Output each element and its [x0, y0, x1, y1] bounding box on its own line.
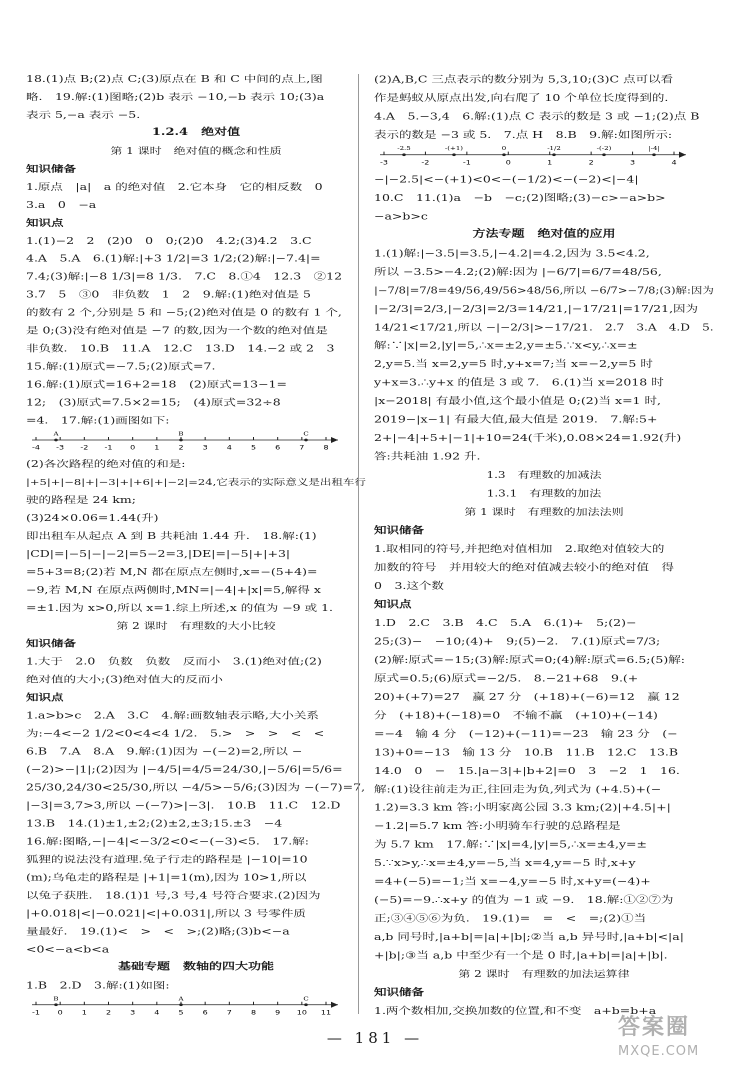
number-line-point — [179, 439, 183, 442]
text-line: |−2/3|=2/3,|−2/3|=2/3=14/21,|−17/21|=17/21,因为 — [374, 302, 699, 315]
section-heading: 知识储备 — [374, 524, 425, 536]
text-line: <0<−a<b<a — [26, 943, 110, 955]
text-line: 1.大于 2.0 负数 负数 反而小 3.(1)绝对值;(2) — [26, 655, 322, 667]
text-line: 1.(1)解:|−3.5|=3.5,|−4.2|=4.2,因为 3.5<4.2, — [374, 247, 650, 259]
lesson-title: 第 2 课时 有理数的大小比较 — [116, 620, 276, 632]
text-line: −9,若 M,N 在原点两侧时,MN=|−4|+|x|=5,解得 x — [26, 583, 321, 596]
text-line: 18.(1)点 B;(2)点 C;(3)原点在 B 和 C 中间的点上,图 — [26, 72, 323, 85]
text-line: =±1.因为 x>0,所以 x=1.综上所述,x 的值为 −9 或 1. — [26, 601, 333, 614]
number-line-point-label: -2.5 — [397, 145, 411, 152]
lesson-title: 第 1 课时 绝对值的概念和性质 — [110, 145, 282, 157]
text-line: (m);乌龟走的路程是 |+1|=1(m),因为 10>1,所以 — [26, 871, 307, 883]
text-line: |x−2018| 有最小值,这个最小值是 0;(2)当 x=1 时, — [374, 394, 661, 407]
number-line-point-label: B — [178, 431, 184, 438]
number-line-tick-label: 2 — [588, 158, 594, 167]
text-line: 14/21<17/21,所以 −|−2/3|>−17/21. 2.7 3.A 4.D 5. — [374, 321, 714, 333]
number-line-tick-label: 4 — [226, 443, 232, 452]
text-line: y+x=3.∴y+x 的值是 3 或 7. 6.(1)当 x=2018 时 — [374, 376, 664, 389]
text-line: 加数的符号 并用较大的绝对值减去较小的绝对值 得 — [374, 561, 675, 573]
text-line: a,b 同号时,|a+b|=|a|+|b|;②当 a,b 异号时,|a+b|<|a| — [374, 930, 684, 943]
text-line: 2+|−4|+5+|−1|+10=24(千米),0.08×24=1.92(升) — [374, 431, 682, 444]
text-line: =4. 17.解:(1)画图如下: — [26, 414, 170, 426]
watermark-logo — [618, 1016, 738, 1076]
text-line: 25/30,24/30<25/30,所以 −4/5>−5/6;(3)因为 −(−7)=7, — [26, 781, 366, 793]
text-line: 2,y=5.当 x=2,y=5 时,y+x=7;当 x=−2,y=5 时 — [374, 357, 653, 370]
lesson-title: 1.3 有理数的加减法 — [486, 469, 602, 481]
text-line: 4.A 5.−3,4 6.解:(1)点 C 表示的数是 3 或 −1;(2)点 B — [374, 110, 700, 122]
number-line-tick-label: 6 — [275, 443, 281, 452]
text-line: (−2)>−|1|;(2)因为 |−4/5|=4/5=24/30,|−5/6|=5/6= — [26, 763, 343, 775]
text-line: |+0.018|<|−0.021|<|+0.031|,所以 3 号零件质 — [26, 907, 306, 919]
number-line-arrow-icon — [331, 1002, 338, 1008]
watermark-top: 答案圈 — [618, 1015, 691, 1040]
text-line: (2)A,B,C 三点表示的数分别为 5,3,10;(3)C 点可以看 — [374, 73, 674, 85]
number-line-tick-label: 5 — [178, 1008, 184, 1017]
number-line-tick-label: 1 — [154, 443, 160, 452]
text-line: 10.C 11.(1)a −b −c;(2)图略;(3)−c>−a>b> — [374, 191, 666, 204]
section-heading: 知识点 — [26, 216, 64, 229]
text-line: 1.B 2.D 3.解:(1)如图: — [26, 979, 170, 991]
number-line-point — [54, 439, 58, 442]
text-line: 1.D 2.C 3.B 4.C 5.A 6.(1)+ 5;(2)− — [374, 616, 637, 629]
number-line-tick-label: 5 — [250, 443, 257, 452]
number-line-point — [602, 153, 606, 156]
text-line: +|b|;③当 a,b 中至少有一个是 0 时,|a+b|=|a|+|b|. — [374, 949, 668, 961]
number-line-tick-label: 1 — [81, 1008, 87, 1017]
text-line: 3.7 5 ③0 非负数 1 2 9.解:(1)绝对值是 5 — [26, 288, 311, 300]
number-line-tick-label: 4 — [154, 1008, 160, 1017]
number-line-point — [502, 153, 506, 156]
text-line: 正;③④⑤⑥为负. 19.(1)= = < =;(2)①当 — [374, 912, 647, 924]
number-line-point-label: -(+1) — [444, 145, 464, 152]
text-line: 以兔子获胜. 18.(1)1 号,3 号,4 号符合要求.(2)因为 — [26, 889, 321, 901]
section-heading: 知识储备 — [26, 162, 77, 175]
text-line: 量最好. 19.(1)< > < >;(2)略;(3)b<−a — [26, 925, 290, 937]
number-line — [26, 430, 366, 455]
text-line: (2)解:原式=−15;(3)解:原式=0;(4)解:原式=6.5;(5)解: — [374, 653, 685, 666]
text-line: 1.取相同的符号,并把绝对值相加 2.取绝对值较大的 — [374, 542, 665, 555]
lesson-title: 第 2 课时 有理数的加法运算律 — [458, 968, 630, 980]
number-line-tick-label: -3 — [56, 443, 65, 452]
text-line: 为:−4<−2 1/2<0<4<4 1/2. 5.> > > < < — [26, 727, 325, 739]
text-line: 表示 5,−a 表示 −5. — [26, 108, 141, 121]
section-heading: 知识点 — [26, 691, 64, 703]
number-line-tick-label: 10 — [296, 1008, 307, 1017]
text-line: (3)24×0.06=1.44(升) — [26, 511, 159, 524]
number-line-point — [304, 1003, 308, 1006]
number-line-arrow-icon — [331, 437, 338, 443]
text-line: 解:∵|x|=2,|y|=5,∴x=±2,y=±5.∵x<y,∴x=± — [374, 339, 638, 352]
number-line-tick-label: 9 — [275, 1008, 281, 1017]
number-line-tick-label: 4 — [671, 158, 677, 167]
section-heading: 知识点 — [374, 598, 412, 610]
number-line-point-label: C — [303, 431, 309, 438]
text-line: 13)+0=−13 输 13 分 10.B 11.B 12.C 13.B — [374, 746, 679, 758]
text-line: 2019−|x−1| 有最大值,最大值是 2019. 7.解:5+ — [374, 413, 658, 425]
text-line: 1.a>b>c 2.A 3.C 4.解:画数轴表示略,大小关系 — [26, 709, 319, 721]
text-line: 0 3.这个数 — [374, 579, 444, 592]
text-line: =4+(−5)=−1;当 x=−4,y=−5 时,x+y=(−4)+ — [374, 875, 651, 887]
number-line-point — [652, 153, 656, 156]
number-line-point-label: |-4| — [648, 145, 660, 152]
number-line-point-label: A — [178, 996, 184, 1002]
text-line: 20)+(+7)=27 赢 27 分 (+18)+(−6)=12 赢 12 — [374, 690, 680, 703]
number-line-tick-label: -2 — [80, 443, 89, 452]
text-line: −a>b>c — [374, 210, 428, 222]
text-line: 绝对值的大小;(3)绝对值大的反而小 — [26, 673, 223, 685]
text-line: 6.B 7.A 8.A 9.解:(1)因为 −(−2)=2,所以 − — [26, 745, 303, 757]
text-line: 的数有 2 个,分别是 5 和 −5;(2)绝对值是 0 的数有 1 个, — [26, 306, 342, 318]
number-line-tick-label: 3 — [202, 443, 208, 452]
section-title: 方法专题 绝对值的应用 — [472, 228, 616, 241]
number-line-tick-label: 7 — [226, 1008, 232, 1017]
number-line-tick-label: 7 — [299, 443, 305, 452]
text-line: 4.A 5.A 6.(1)解:|+3 1/2|=3 1/2;(2)解:|−7.4|= — [26, 252, 321, 264]
text-line: 15.解:(1)原式=−7.5;(2)原式=7. — [26, 360, 216, 372]
text-line: 14.0 0 − 15.|a−3|+|b+2|=0 3 −2 1 16. — [374, 764, 680, 777]
number-line-tick-label: 0 — [130, 443, 136, 452]
section-title: 1.2.4 绝对值 — [151, 126, 241, 139]
number-line-tick-label: -4 — [32, 443, 40, 452]
text-line: 7.4;(3)解:|−8 1/3|=8 1/3. 7.C 8.①4 12.3 ②12 — [26, 270, 343, 282]
watermark-bottom: MXQE.COM — [618, 1044, 700, 1059]
text-line: 解:(1)设往前走为正,往回走为负,列式为 (+4.5)+(− — [374, 783, 662, 795]
text-line: 1.原点 |a| a 的绝对值 2.它本身 它的相反数 0 — [26, 180, 323, 193]
lesson-title: 第 1 课时 有理数的加法法则 — [464, 506, 624, 518]
text-line: 非负数. 10.B 11.A 12.C 13.D 14.−2 或 2 3 — [26, 342, 335, 354]
text-line: 为 5.7 km 17.解:∵|x|=4,|y|=5,∴x=±4,y=± — [374, 838, 647, 851]
lesson-title: 1.3.1 有理数的加法 — [486, 488, 602, 499]
number-line-tick-label: 3 — [630, 158, 636, 167]
text-line: 驶的路程是 24 km; — [26, 493, 136, 506]
number-line-tick-label: 3 — [130, 1008, 136, 1017]
number-line-point — [452, 153, 456, 156]
text-line: 16.解:(1)原式=16+2=18 (2)原式=13−1= — [26, 378, 287, 390]
text-line: =5+3=8;(2)若 M,N 都在原点左侧时,x=−(5+4)= — [26, 565, 318, 578]
text-line: 1.2)=3.3 km 答:小明家离公园 3.3 km;(2)|+4.5|+| — [374, 801, 671, 814]
right-column — [374, 70, 714, 1020]
text-line: 略. 19.解:(1)图略;(2)b 表示 −10,−b 表示 10;(3)a — [26, 90, 325, 103]
text-line: 1.(1)−2 2 (2)0 0 0;(2)0 4.2;(3)4.2 3.C — [26, 234, 312, 247]
number-line-tick-label: -3 — [380, 158, 388, 167]
text-line: |−3|=3,7>3,所以 −(−7)>|−3|. 10.B 11.C 12.D — [26, 799, 341, 811]
number-line-point — [54, 1003, 58, 1006]
number-line-tick-label: 0 — [57, 1008, 63, 1017]
section-heading: 知识储备 — [374, 986, 425, 998]
text-line: 分 (+18)+(−18)=0 不输不赢 (+10)+(−14) — [374, 709, 658, 721]
number-line-point — [304, 439, 308, 442]
number-line-point — [402, 153, 406, 156]
column-divider — [358, 74, 359, 1014]
number-line-point-label: A — [53, 431, 59, 438]
text-line: 1.两个数相加,交换加数的位置,和不变 a+b=b+a — [374, 1004, 657, 1017]
number-line-point-label: 0 — [501, 145, 507, 152]
number-line — [26, 994, 366, 1019]
text-line: |CD|=|−5|−|−2|=5−2=3,|DE|=|−5|+|+3| — [26, 547, 291, 560]
text-line: (−5)=−9.∴x+y 的值为 −1 或 −9. 18.解:①②⑦为 — [374, 893, 674, 906]
number-line-point — [552, 153, 556, 156]
text-line: 13.B 14.(1)±1,±2;(2)±2,±3;15.±3 −4 — [26, 817, 283, 829]
text-line: −|−2.5|<−(+1)<0<−(−1/2)<−(−2)<|−4| — [374, 173, 639, 185]
text-line: 原式=0.5;(6)原式=−2/5. 8.−21+68 9.(+ — [374, 672, 639, 684]
text-line: 是 0;(3)没有绝对值是 −7 的数,因为一个数的绝对值是 — [26, 324, 328, 336]
section-title: 基础专题 数轴的四大功能 — [117, 961, 274, 973]
number-line-arrow-icon — [679, 152, 686, 158]
number-line — [374, 144, 714, 170]
number-line-tick-label: 1 — [547, 158, 553, 167]
text-line: 25;(3)− −10;(4)+ 9;(5)−2. 7.(1)原式=7/3; — [374, 635, 661, 647]
text-line: |+5|+|−8|+|−3|+|+6|+|−2|=24,它表示的实际意义是出租车行 — [26, 476, 366, 488]
section-heading: 知识储备 — [26, 637, 77, 649]
text-line: 狐狸的说法没有道理.兔子行走的路程是 |−10|=10 — [26, 853, 308, 865]
text-line: 5.∵x>y,∴x=±4,y=−5,当 x=4,y=−5 时,x+y — [374, 856, 636, 869]
number-line-point-label: C — [303, 996, 309, 1002]
number-line-point-label: -1/2 — [547, 145, 561, 152]
text-line: −1.2|=5.7 km 答:小明骑车行驶的总路程是 — [374, 819, 621, 832]
number-line-tick-label: 0 — [505, 158, 511, 167]
number-line-tick-label: -1 — [32, 1008, 40, 1017]
number-line-tick-label: 6 — [202, 1008, 208, 1017]
number-line-tick-label: 11 — [320, 1008, 332, 1017]
text-line: |−7/8|=7/8=49/56,49/56>48/56,所以 −6/7>−7/8;(3)解:因为 — [374, 284, 714, 296]
number-line-tick-label: 2 — [178, 443, 184, 452]
number-line-tick-label: 2 — [105, 1008, 112, 1017]
number-line-point — [179, 1003, 183, 1006]
text-line: 3.a 0 −a — [26, 198, 97, 211]
number-line-tick-label: 8 — [323, 443, 329, 452]
number-line-tick-label: -1 — [104, 443, 113, 452]
text-line: 表示的数是 −3 或 5. 7.点 H 8.B 9.解:如图所示: — [374, 128, 673, 141]
text-line: =−4 输 4 分 (−12)+(−11)=−23 输 23 分 (− — [374, 727, 678, 740]
text-line: 答:共耗油 1.92 升. — [374, 450, 481, 462]
number-line-point-label: B — [53, 996, 59, 1002]
page-number: — 181 — — [326, 1029, 424, 1047]
text-line: 12; (3)原式=7.5×2=15; (4)原式=32÷8 — [26, 396, 281, 408]
text-line: 16.解:图略,−|−4|<−3/2<0<−(−3)<5. 17.解: — [26, 835, 309, 847]
text-line: 所以 −3.5>−4.2;(2)解:因为 |−6/7|=6/7=48/56, — [374, 265, 662, 278]
number-line-point-label: -(-2) — [596, 145, 612, 152]
number-line-tick-label: -1 — [462, 158, 471, 167]
left-column — [26, 70, 366, 1020]
text-line: 即出租车从起点 A 到 B 共耗油 1.44 升. 18.解:(1) — [26, 529, 317, 542]
text-line: (2)各次路程的绝对值的和是: — [26, 457, 186, 470]
text-line: 作是蚂蚁从原点出发,向右爬了 10 个单位长度得到的. — [374, 91, 669, 104]
number-line-tick-label: 8 — [250, 1008, 257, 1017]
number-line-tick-label: -2 — [421, 158, 430, 167]
